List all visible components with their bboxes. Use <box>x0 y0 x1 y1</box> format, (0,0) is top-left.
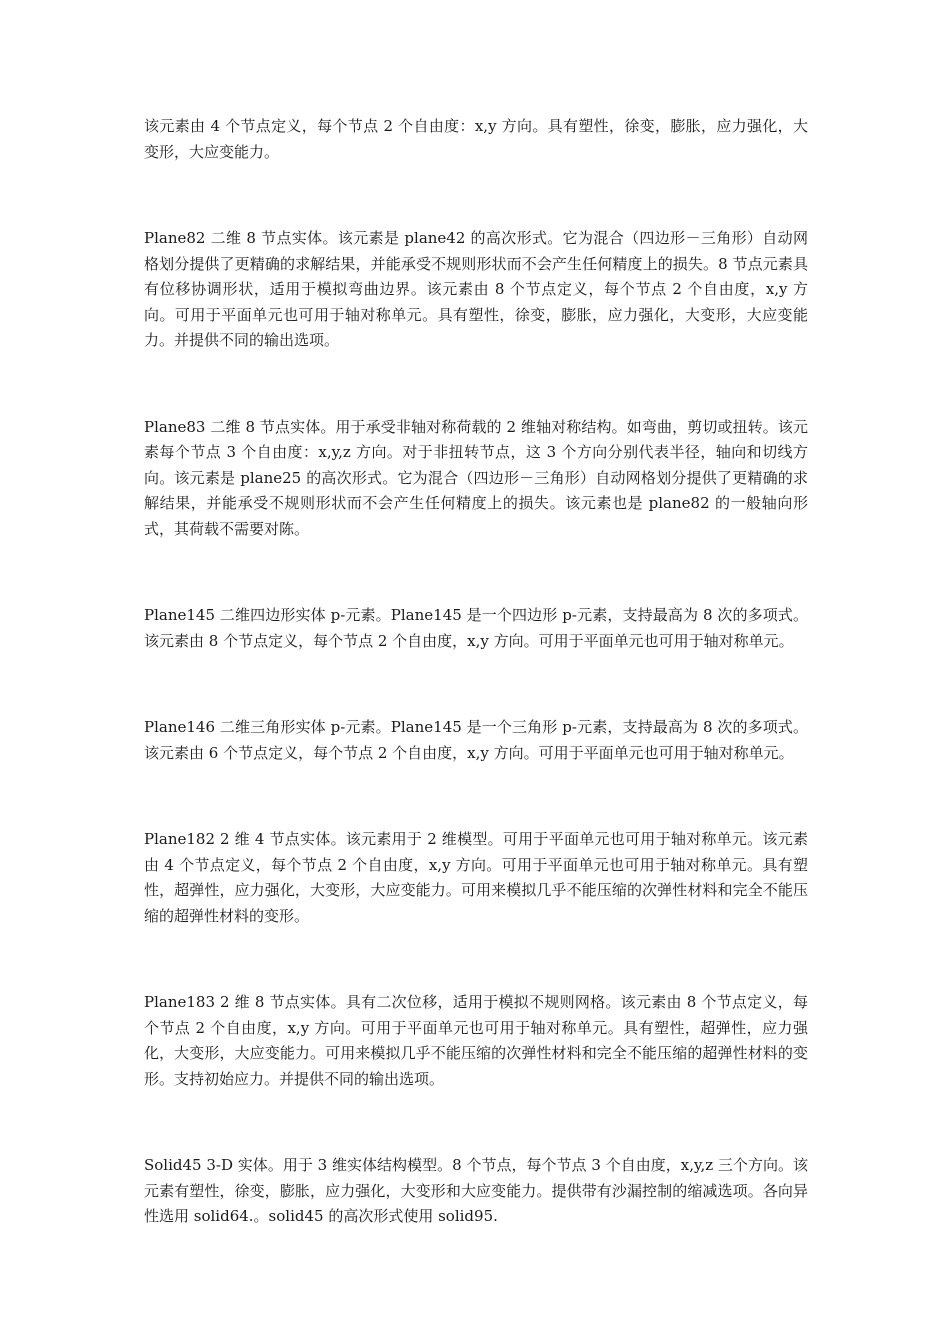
paragraph-plane146: Plane146 二维三角形实体 p-元素。Plane145 是一个三角形 p-元素，支持最高为 8 次的多项式。该元素由 6 个节点定义，每个节点 2 个自由度，x,y 方向。可用于平面单元也可用于轴对称单元。 <box>144 718 808 762</box>
paragraph-plane82: Plane82 二维 8 节点实体。该元素是 plane42 的高次形式。它为混合（四边形－三角形）自动网格划分提供了更精确的求解结果，并能承受不规则形状而不会产生任何精度上的损失。8 节点元素具有位移协调形状，适用于模拟弯曲边界。该元素由 8 个节点定义，每个节点 2 个自由度，x,y 方向。可用于平面单元也可用于轴对称单元。具有塑性，徐变，膨胀，应力强化，大变形，大应变能力。并提供不同的输出选项。 <box>144 229 808 349</box>
document-body <box>144 114 808 1291</box>
paragraph-solid45: Solid45 3-D 实体。用于 3 维实体结构模型。8 个节点，每个节点 3 个自由度，x,y,z 三个方向。该元素有塑性，徐变，膨胀，应力强化，大变形和大应变能力。提供带有沙漏控制的缩减选项。各向异性选用 solid64.。solid45 的高次形式使用 solid95. <box>144 1156 808 1225</box>
paragraph-plane83: Plane83 二维 8 节点实体。用于承受非轴对称荷载的 2 维轴对称结构。如弯曲，剪切或扭转。该元素每个节点 3 个自由度：x,y,z 方向。对于非扭转节点，这 3 个方向分别代表半径，轴向和切线方向。该元素是 plane25 的高次形式。它为混合（四边形－三角形）自动网格划分提供了更精确的求解结果，并能承受不规则形状而不会产生任何精度上的损失。该元素也是 plane82 的一般轴向形式，其荷载不需要对陈。 <box>144 417 808 538</box>
paragraph-plane183: Plane183 2 维 8 节点实体。具有二次位移，适用于模拟不规则网格。该元素由 8 个节点定义，每个节点 2 个自由度，x,y 方向。可用于平面单元也可用于轴对称单元。具有塑性，超弹性，应力强化，大变形，大应变能力。可用来模拟几乎不能压缩的次弹性材料和完全不能压缩的超弹性材料的变形。支持初始应力。并提供不同的输出选项。 <box>144 993 808 1088</box>
paragraph-plane145: Plane145 二维四边形实体 p-元素。Plane145 是一个四边形 p-元素，支持最高为 8 次的多项式。该元素由 8 个节点定义，每个节点 2 个自由度，x,y 方向。可用于平面单元也可用于轴对称单元。 <box>144 606 808 650</box>
paragraph-element-description: 该元素由 4 个节点定义，每个节点 2 个自由度：x,y 方向。具有塑性，徐变，膨胀，应力强化，大变形，大应变能力。 <box>144 117 808 161</box>
paragraph-plane182: Plane182 2 维 4 节点实体。该元素用于 2 维模型。可用于平面单元也可用于轴对称单元。该元素由 4 个节点定义，每个节点 2 个自由度，x,y 方向。可用于平面单元也可用于轴对称单元。具有塑性，超弹性，应力强化，大变形，大应变能力。可用来模拟几乎不能压缩的次弹性材料和完全不能压缩的超弹性材料的变形。 <box>144 830 808 925</box>
